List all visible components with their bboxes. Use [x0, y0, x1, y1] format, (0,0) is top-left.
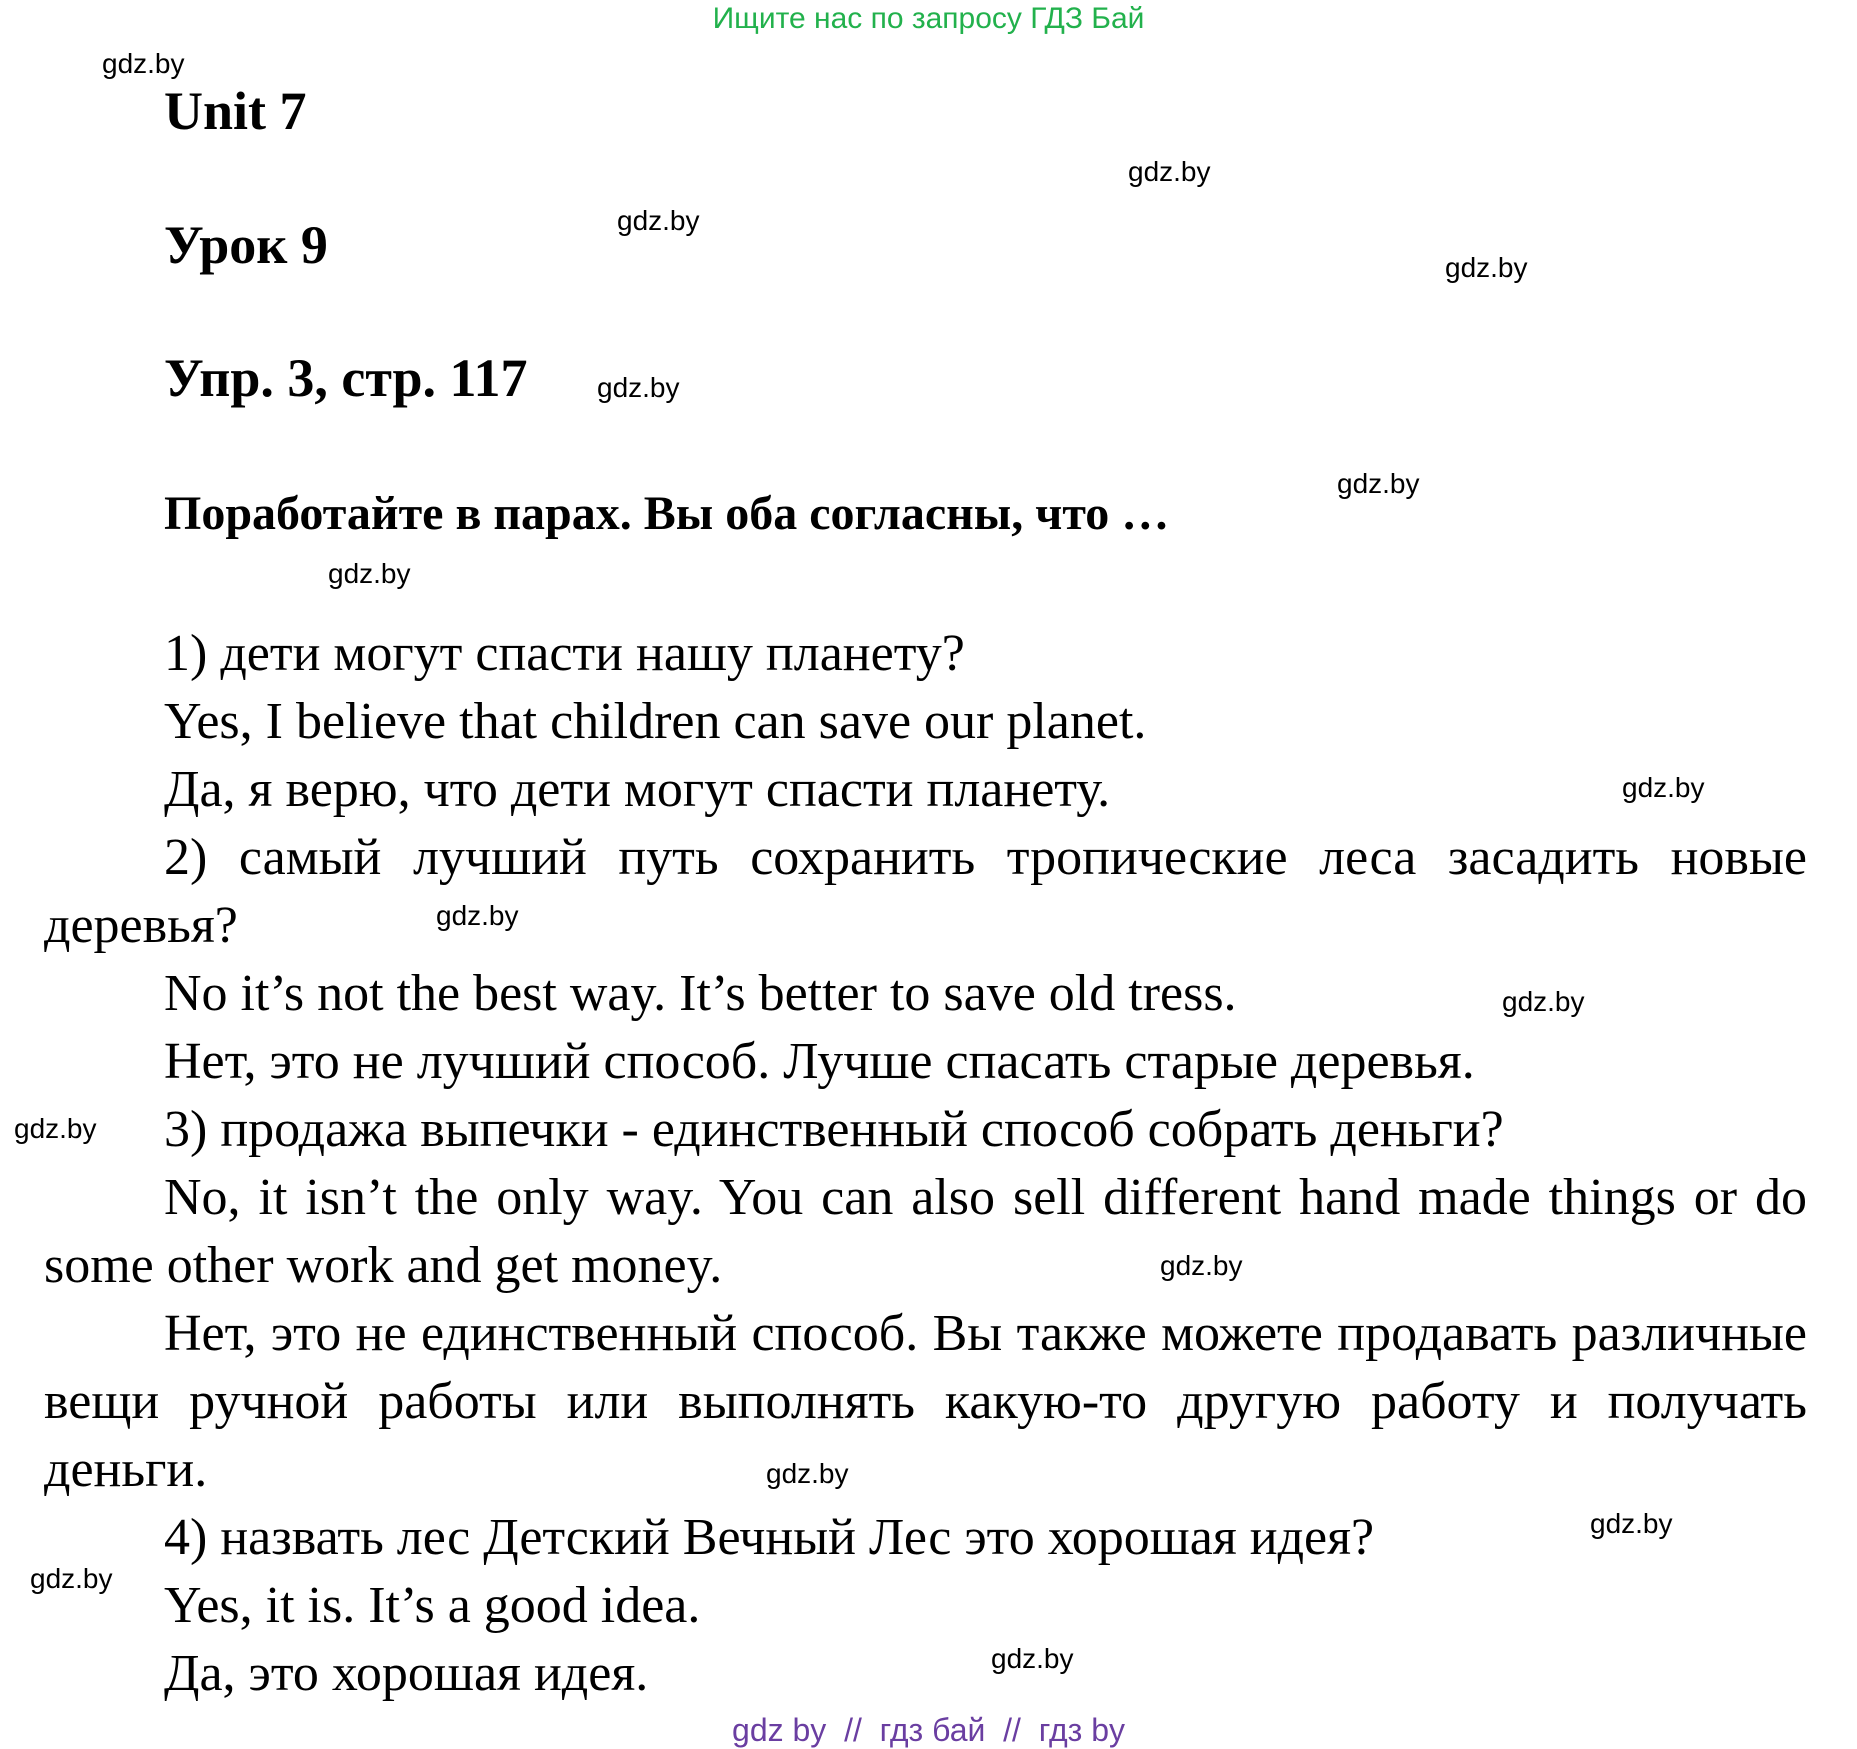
watermark: gdz.by: [1502, 986, 1585, 1017]
watermark: gdz.by: [14, 1113, 97, 1144]
watermark: gdz.by: [617, 205, 700, 236]
lesson-title: Урок 9: [164, 215, 328, 275]
watermark: gdz.by: [1622, 772, 1705, 803]
search-hint-link[interactable]: Ищите нас по запросу ГДЗ Бай: [712, 2, 1145, 35]
watermark: gdz.by: [436, 900, 519, 931]
watermark: gdz.by: [1445, 252, 1528, 283]
task-text: Поработайте в парах. Вы оба согласны, что …: [164, 487, 1170, 540]
answer-ru-3: [44, 1300, 1807, 1504]
unit-title: Unit 7: [164, 81, 307, 141]
watermark: gdz.by: [30, 1563, 113, 1594]
watermark: gdz.by: [597, 372, 680, 403]
watermark: gdz.by: [102, 48, 185, 79]
answer-en-1: Yes, I believe that children can save our planet.: [164, 693, 1147, 750]
question-3: 3) продажа выпечки - единственный способ собрать деньги?: [164, 1101, 1504, 1158]
footer-link-gdz-bai[interactable]: гдз бай: [879, 1712, 986, 1748]
answer-ru-3-text: Нет, это не единственный способ. Вы также можете продавать различные вещи ручной работы или выполнять какую-то другую работу и получать деньги.: [44, 1305, 1807, 1498]
watermark: gdz.by: [328, 558, 411, 589]
watermark: gdz.by: [1160, 1250, 1243, 1281]
footer-separator: //: [985, 1712, 1039, 1748]
answer-en-2: No it’s not the best way. It’s better to save old tress.: [164, 965, 1237, 1022]
watermark: gdz.by: [1590, 1508, 1673, 1539]
footer-separator: //: [826, 1712, 880, 1748]
question-4: 4) назвать лес Детский Вечный Лес это хорошая идея?: [164, 1509, 1375, 1566]
question-2: [44, 824, 1807, 960]
watermark: gdz.by: [1337, 468, 1420, 499]
answer-ru-1: Да, я верю, что дети могут спасти планету.: [164, 761, 1111, 818]
answer-ru-4: Да, это хорошая идея.: [164, 1645, 649, 1702]
footer-links: [0, 1712, 1857, 1749]
footer-link-gdz-by[interactable]: gdz by: [732, 1712, 827, 1748]
question-1: 1) дети могут спасти нашу планету?: [164, 625, 965, 682]
answer-en-3: [44, 1164, 1807, 1300]
answer-en-4: Yes, it is. It’s a good idea.: [164, 1577, 701, 1634]
question-2-text: 2) самый лучший путь сохранить тропические леса засадить новые деревья?: [44, 829, 1807, 954]
answer-ru-2: Нет, это не лучший способ. Лучше спасать старые деревья.: [164, 1033, 1475, 1090]
watermark: gdz.by: [766, 1458, 849, 1489]
watermark: gdz.by: [1128, 156, 1211, 187]
footer-link-gdz-by-ru[interactable]: гдз by: [1038, 1712, 1125, 1748]
answer-en-3-text: No, it isn’t the only way. You can also sell different hand made things or do some other work and get money.: [44, 1169, 1807, 1294]
watermark: gdz.by: [991, 1643, 1074, 1674]
exercise-title: Упр. 3, стр. 117: [164, 348, 528, 408]
